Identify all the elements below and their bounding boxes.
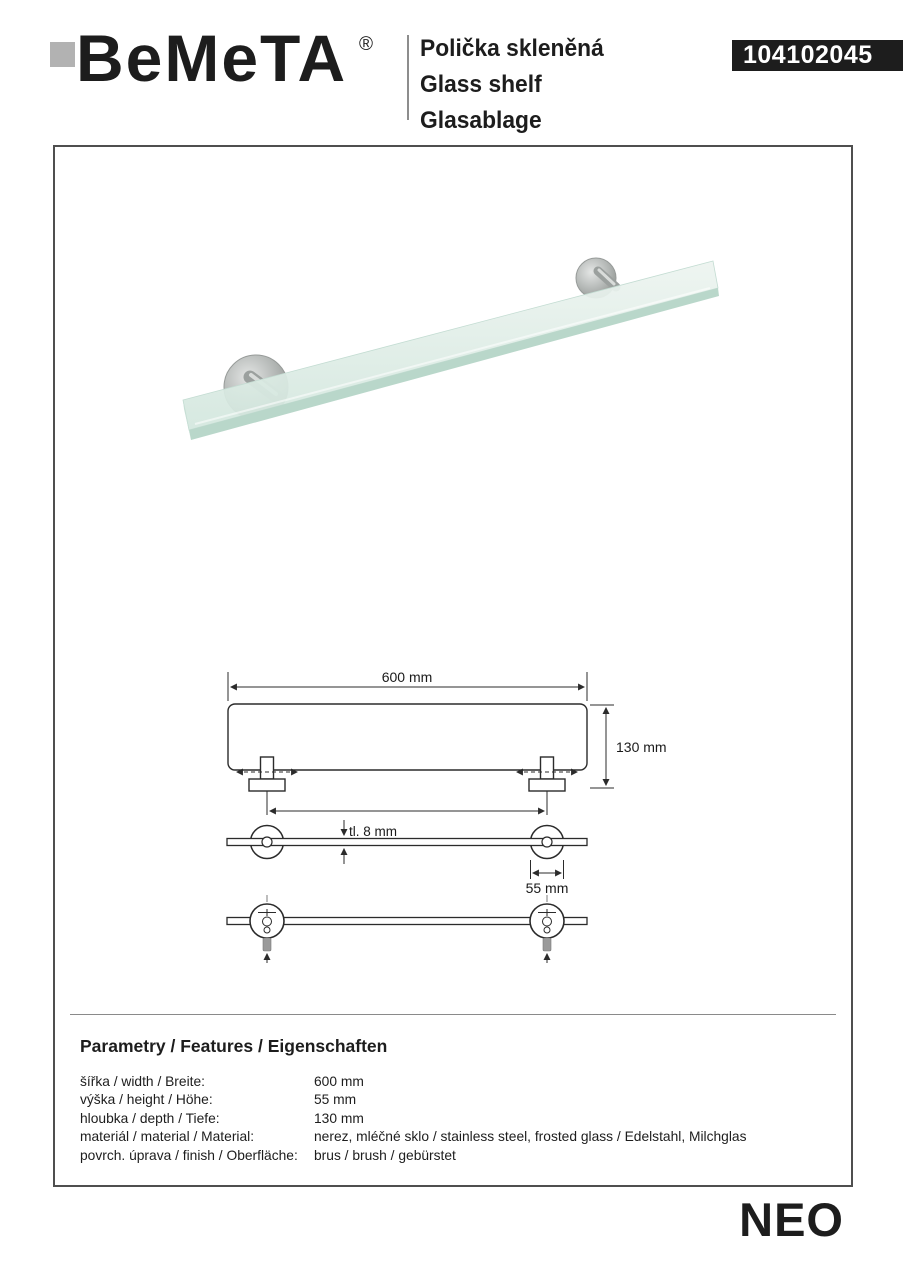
parameters-heading: Parametry / Features / Eigenschaften — [80, 1036, 388, 1056]
param-value-material: nerez, mléčné sklo / stainless steel, frosted glass / Edelstahl, Milchglas — [314, 1129, 747, 1145]
table-row — [80, 1091, 747, 1109]
param-value-height: 55 mm — [314, 1092, 357, 1108]
product-title-english: Glass shelf — [420, 71, 542, 98]
header-divider — [407, 35, 409, 120]
param-value-width: 600 mm — [314, 1074, 364, 1089]
collection-name: NEO — [739, 1193, 844, 1246]
product-title-block — [420, 31, 604, 139]
table-row — [80, 1128, 747, 1146]
content-frame — [53, 145, 853, 1187]
dimension-thickness-label: tl. 8 mm — [349, 824, 398, 839]
parameters-divider — [70, 1014, 836, 1015]
param-label-finish: povrch. úprava / finish / Oberfläche: — [80, 1147, 298, 1163]
brand-logo-text: BeMeTA — [76, 21, 348, 95]
table-row — [80, 1073, 747, 1091]
parameters-table — [80, 1073, 747, 1165]
dimension-mount-label: 55 mm — [525, 880, 569, 896]
param-label-width: šířka / width / Breite: — [80, 1074, 205, 1089]
brand-logo-square — [50, 42, 75, 67]
param-label-material: materiál / material / Material: — [80, 1129, 255, 1145]
product-title-czech: Polička skleněná — [420, 35, 604, 62]
product-title-german: Glasablage — [420, 107, 542, 134]
param-value-finish: brus / brush / gebürstet — [314, 1147, 456, 1163]
param-label-height: výška / height / Höhe: — [80, 1092, 213, 1108]
table-row — [80, 1147, 747, 1165]
dimension-width-label: 600 mm — [381, 669, 433, 685]
product-code-badge: 104102045 — [732, 40, 903, 71]
param-value-depth: 130 mm — [314, 1110, 364, 1126]
registered-trademark-icon: ® — [359, 34, 373, 55]
dimension-depth-label: 130 mm — [616, 739, 667, 755]
table-row — [80, 1110, 747, 1128]
param-label-depth: hloubka / depth / Tiefe: — [80, 1110, 220, 1126]
